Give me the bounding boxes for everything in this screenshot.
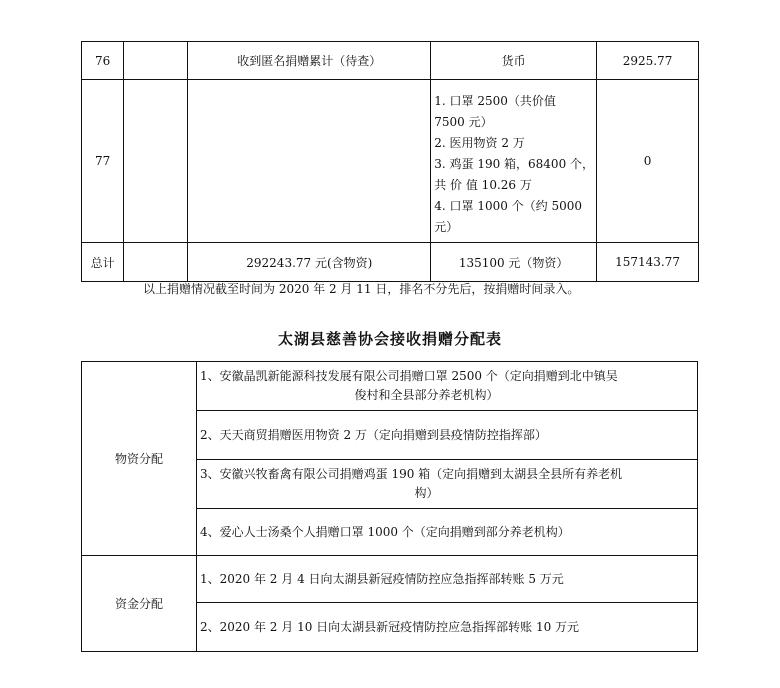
donation-amount: 2925.77 (597, 42, 699, 80)
total-row (82, 243, 699, 282)
amount-total: 157143.77 (597, 243, 699, 282)
donation-type: 货币 (431, 42, 597, 80)
total-label: 总计 (82, 243, 124, 282)
item-line: 2、2020 年 2 月 10 日向太湖县新冠疫情防控应急指挥部转账 10 万元 (200, 619, 580, 634)
allocation-item (197, 460, 698, 509)
row-number: 77 (82, 80, 124, 243)
item-line: 3、安徽兴牧畜禽有限公司捐赠鸡蛋 190 箱（定向捐赠到太湖县全县所有养老机 (200, 467, 623, 481)
category-funds: 资金分配 (82, 556, 197, 652)
category-goods: 物资分配 (82, 362, 197, 556)
blank-cell (124, 42, 188, 80)
item-line: 2、天天商贸捐赠医用物资 2 万（定向捐赠到县疫情防控指挥部） (200, 427, 547, 442)
table-row (82, 80, 699, 243)
detail-line: 7500 元） (434, 115, 493, 129)
table-row (82, 556, 698, 603)
detail-line: 3. 鸡蛋 190 箱，68400 个， (434, 157, 595, 171)
detail-line: 4. 口罩 1000 个（约 5000 (434, 199, 583, 213)
donor-total: 292243.77 元(含物资) (188, 243, 431, 282)
goods-total: 135100 元（物资） (431, 243, 597, 282)
allocation-item (197, 556, 698, 603)
table-row (82, 362, 698, 411)
allocation-table (81, 361, 698, 652)
item-line: 构） (414, 486, 439, 500)
item-line: 4、爱心人士汤桑个人捐赠口罩 1000 个（定向捐赠到部分养老机构） (200, 524, 570, 539)
table-note: 以上捐赠情况截至时间为 2020 年 2 月 11 日，排名不分先后，按捐赠时间录入。 (143, 282, 580, 296)
blank-cell (124, 80, 188, 243)
allocation-item (197, 411, 698, 460)
detail-line: 共 价 值 10.26 万 (434, 178, 532, 192)
donor-name: 收到匿名捐赠累计（待查） (188, 42, 431, 80)
donor-name (188, 80, 431, 243)
detail-line: 1. 口罩 2500（共价值 (434, 94, 556, 108)
item-line: 1、2020 年 2 月 4 日向太湖县新冠疫情防控应急指挥部转账 5 万元 (200, 571, 564, 586)
allocation-item (197, 509, 698, 556)
detail-line: 元） (434, 220, 459, 234)
donation-details (431, 80, 597, 243)
donation-table (81, 41, 699, 282)
donation-amount: 0 (597, 80, 699, 243)
allocation-title: 太湖县慈善协会接收捐赠分配表 (277, 330, 502, 348)
detail-line: 2. 医用物资 2 万 (434, 136, 525, 150)
blank-cell (124, 243, 188, 282)
row-number: 76 (82, 42, 124, 80)
allocation-item (197, 362, 698, 411)
allocation-item (197, 603, 698, 652)
item-line: 1、安徽晶凯新能源科技发展有限公司捐赠口罩 2500 个（定向捐赠到北中镇吴 (200, 369, 618, 383)
item-line: 俊村和全县部分养老机构） (354, 388, 499, 402)
table-row (82, 42, 699, 80)
